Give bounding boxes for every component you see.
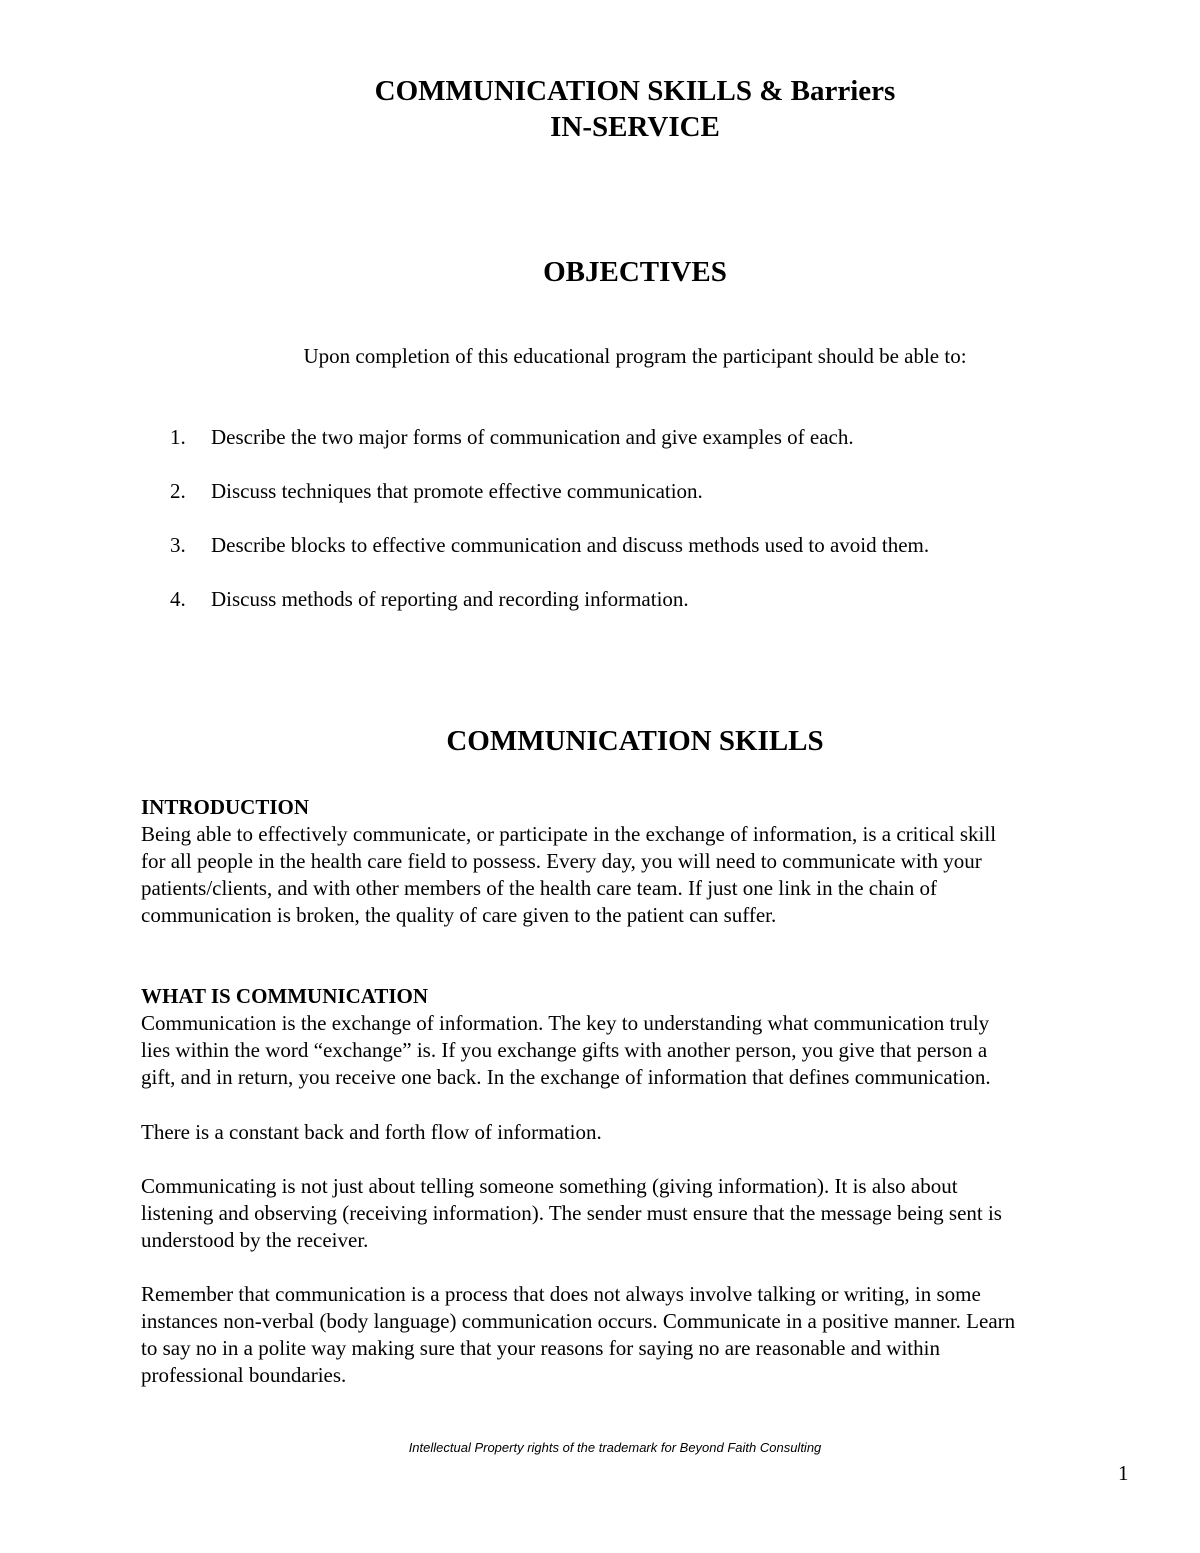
- document-title: COMMUNICATION SKILLS & Barriers: [374, 75, 896, 107]
- list-item-text: Discuss methods of reporting and recording information.: [211, 587, 689, 611]
- introduction-section: [141, 794, 1131, 929]
- paragraph: [141, 1119, 1131, 1146]
- what-is-communication-heading: WHAT IS COMMUNICATION: [141, 984, 429, 1008]
- list-item-text: Discuss techniques that promote effective communication.: [211, 479, 703, 503]
- communication-skills-heading: COMMUNICATION SKILLS: [446, 725, 824, 757]
- paragraph: [141, 1281, 1131, 1389]
- text-line: listening and observing (receiving information). The sender must ensure that the message being sent is: [141, 1201, 1002, 1225]
- text-line: professional boundaries.: [141, 1363, 347, 1387]
- footer-trademark-notice: Intellectual Property rights of the trademark for Beyond Faith Consulting: [408, 1440, 822, 1455]
- text-line: There is a constant back and forth flow of information.: [141, 1120, 602, 1144]
- objectives-intro: Upon completion of this educational program the participant should be able to:: [303, 344, 967, 368]
- what-is-communication-section: [141, 983, 1131, 1091]
- list-item-number: 4.: [170, 587, 186, 611]
- list-item-text: Describe the two major forms of communication and give examples of each.: [211, 425, 854, 449]
- text-line: communication is broken, the quality of care given to the patient can suffer.: [141, 903, 777, 927]
- text-line: Being able to effectively communicate, or participate in the exchange of information, is a critical skill: [141, 822, 997, 846]
- text-line: gift, and in return, you receive one back. In the exchange of information that defines communication.: [141, 1065, 991, 1089]
- text-line: Communication is the exchange of information. The key to understanding what communication truly: [141, 1011, 990, 1035]
- text-line: understood by the receiver.: [141, 1228, 369, 1252]
- objectives-heading: OBJECTIVES: [543, 256, 727, 288]
- list-item-number: 1.: [170, 425, 186, 449]
- text-line: Remember that communication is a process that does not always involve talking or writing, in some: [141, 1282, 981, 1306]
- text-line: lies within the word “exchange” is. If you exchange gifts with another person, you give that person a: [141, 1038, 988, 1062]
- list-item-number: 2.: [170, 479, 186, 503]
- text-line: Communicating is not just about telling someone something (giving information). It is also about: [141, 1174, 958, 1198]
- text-line: to say no in a polite way making sure that your reasons for saying no are reasonable and within: [141, 1336, 940, 1360]
- paragraph: [141, 1173, 1131, 1254]
- text-line: patients/clients, and with other members of the health care team. If just one link in the chain of: [141, 876, 938, 900]
- text-line: instances non-verbal (body language) communication occurs. Communicate in a positive manner. Learn: [141, 1309, 1016, 1333]
- page-number: 1: [1118, 1461, 1129, 1485]
- list-item-text: Describe blocks to effective communication and discuss methods used to avoid them.: [211, 533, 930, 557]
- text-line: for all people in the health care field to possess. Every day, you will need to communicate with your: [141, 849, 982, 873]
- document-subtitle: IN-SERVICE: [550, 111, 720, 143]
- introduction-heading: INTRODUCTION: [141, 795, 310, 819]
- list-item-number: 3.: [170, 533, 186, 557]
